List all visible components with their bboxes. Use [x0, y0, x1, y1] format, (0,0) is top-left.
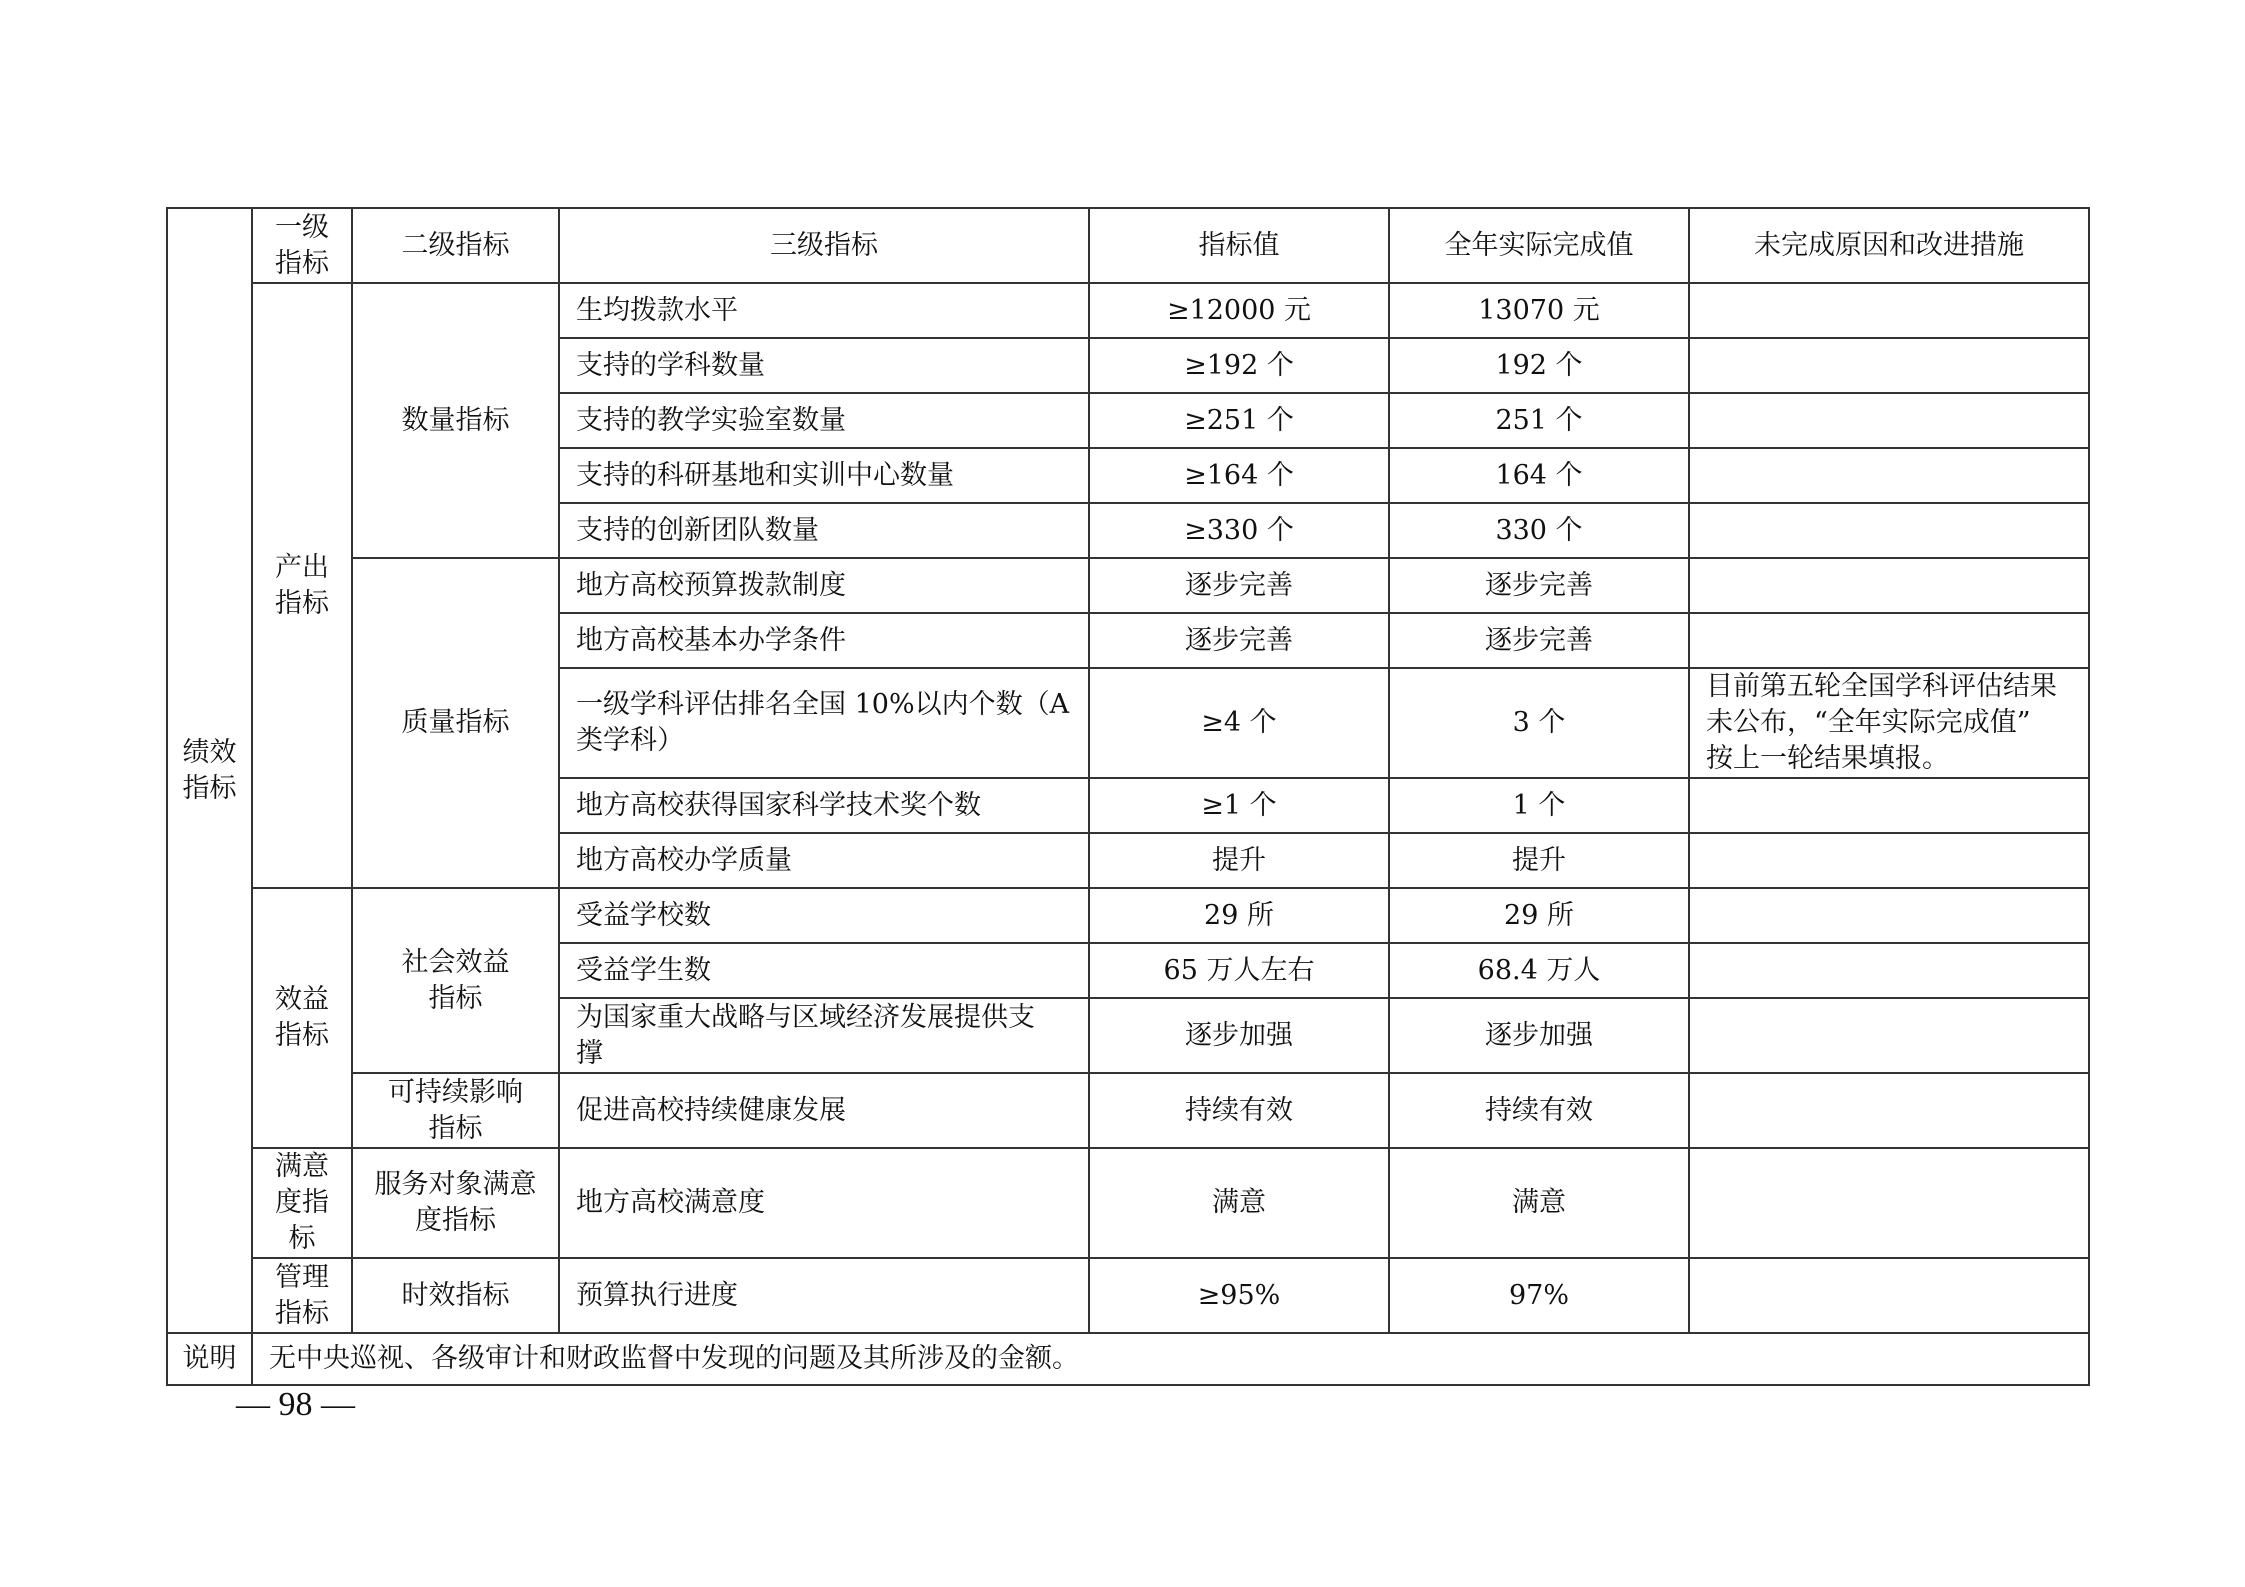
indicator-actual: 13070 元	[1389, 283, 1689, 338]
indicator-actual: 251 个	[1389, 393, 1689, 448]
subgroup-timeliness: 时效指标	[352, 1258, 559, 1333]
indicator-reason	[1689, 943, 2089, 998]
header-actual: 全年实际完成值	[1389, 208, 1689, 283]
indicator-actual: 逐步完善	[1389, 558, 1689, 613]
indicator-actual: 68.4 万人	[1389, 943, 1689, 998]
indicator-name: 支持的创新团队数量	[559, 503, 1089, 558]
indicator-reason	[1689, 833, 2089, 888]
indicator-name: 促进高校持续健康发展	[559, 1073, 1089, 1148]
indicator-name: 支持的教学实验室数量	[559, 393, 1089, 448]
header-reason: 未完成原因和改进措施	[1689, 208, 2089, 283]
indicator-target: ≥192 个	[1089, 338, 1389, 393]
indicator-name: 地方高校预算拨款制度	[559, 558, 1089, 613]
indicator-name: 受益学校数	[559, 888, 1089, 943]
indicator-target: 逐步完善	[1089, 558, 1389, 613]
indicator-target: ≥95%	[1089, 1258, 1389, 1333]
indicator-target: 持续有效	[1089, 1073, 1389, 1148]
indicator-target: 65 万人左右	[1089, 943, 1389, 998]
indicator-name: 受益学生数	[559, 943, 1089, 998]
indicator-name: 地方高校基本办学条件	[559, 613, 1089, 668]
indicator-name: 支持的学科数量	[559, 338, 1089, 393]
indicator-actual: 持续有效	[1389, 1073, 1689, 1148]
group-benefit: 效益 指标	[252, 888, 352, 1148]
indicator-target: ≥251 个	[1089, 393, 1389, 448]
indicator-actual: 满意	[1389, 1148, 1689, 1258]
indicator-reason	[1689, 338, 2089, 393]
indicator-reason	[1689, 283, 2089, 338]
group-satisfaction: 满意 度指 标	[252, 1148, 352, 1258]
indicator-actual: 330 个	[1389, 503, 1689, 558]
indicator-target: 逐步完善	[1089, 613, 1389, 668]
table-row	[167, 1258, 2089, 1333]
indicator-reason	[1689, 558, 2089, 613]
indicator-target: 提升	[1089, 833, 1389, 888]
indicator-reason	[1689, 1148, 2089, 1258]
indicator-reason	[1689, 613, 2089, 668]
subgroup-social: 社会效益 指标	[352, 888, 559, 1073]
indicator-name: 地方高校满意度	[559, 1148, 1089, 1258]
header-target: 指标值	[1089, 208, 1389, 283]
table-row	[167, 558, 2089, 613]
indicator-reason	[1689, 448, 2089, 503]
indicator-reason	[1689, 1073, 2089, 1148]
indicator-reason	[1689, 393, 2089, 448]
indicator-target: ≥164 个	[1089, 448, 1389, 503]
subgroup-quantity: 数量指标	[352, 283, 559, 558]
indicator-actual: 逐步完善	[1389, 613, 1689, 668]
note-label: 说明	[167, 1333, 252, 1385]
header-level1: 一级 指标	[252, 208, 352, 283]
indicator-name: 为国家重大战略与区域经济发展提供支 撑	[559, 998, 1089, 1073]
indicator-target: 29 所	[1089, 888, 1389, 943]
subgroup-sustainable: 可持续影响 指标	[352, 1073, 559, 1148]
performance-indicator-table	[166, 207, 2090, 1386]
note-text: 无中央巡视、各级审计和财政监督中发现的问题及其所涉及的金额。	[252, 1333, 2089, 1385]
header-row	[167, 208, 2089, 283]
table-row	[167, 888, 2089, 943]
header-level2: 二级指标	[352, 208, 559, 283]
indicator-target: 满意	[1089, 1148, 1389, 1258]
group-management: 管理 指标	[252, 1258, 352, 1333]
indicator-actual: 1 个	[1389, 778, 1689, 833]
table-row	[167, 283, 2089, 338]
indicator-name: 地方高校获得国家科学技术奖个数	[559, 778, 1089, 833]
indicator-actual: 29 所	[1389, 888, 1689, 943]
indicator-reason	[1689, 998, 2089, 1073]
indicator-target: 逐步加强	[1089, 998, 1389, 1073]
indicator-name: 预算执行进度	[559, 1258, 1089, 1333]
header-level3: 三级指标	[559, 208, 1089, 283]
indicator-actual: 3 个	[1389, 668, 1689, 778]
table-row	[167, 1073, 2089, 1148]
indicator-actual: 192 个	[1389, 338, 1689, 393]
indicator-name: 生均拨款水平	[559, 283, 1089, 338]
indicator-reason: 目前第五轮全国学科评估结果 未公布，“全年实际完成值” 按上一轮结果填报。	[1689, 668, 2089, 778]
indicator-target: ≥330 个	[1089, 503, 1389, 558]
indicator-reason	[1689, 1258, 2089, 1333]
indicator-actual: 逐步加强	[1389, 998, 1689, 1073]
indicator-name: 一级学科评估排名全国 10%以内个数（A 类学科）	[559, 668, 1089, 778]
indicator-target: ≥1 个	[1089, 778, 1389, 833]
indicator-reason	[1689, 888, 2089, 943]
group-output: 产出 指标	[252, 283, 352, 888]
indicator-target: ≥4 个	[1089, 668, 1389, 778]
indicator-name: 支持的科研基地和实训中心数量	[559, 448, 1089, 503]
indicator-reason	[1689, 503, 2089, 558]
table-row	[167, 1148, 2089, 1258]
note-row	[167, 1333, 2089, 1385]
indicator-name: 地方高校办学质量	[559, 833, 1089, 888]
performance-indicator-label: 绩效 指标	[167, 208, 252, 1333]
subgroup-service: 服务对象满意 度指标	[352, 1148, 559, 1258]
indicator-actual: 164 个	[1389, 448, 1689, 503]
subgroup-quality: 质量指标	[352, 558, 559, 888]
indicator-target: ≥12000 元	[1089, 283, 1389, 338]
indicator-reason	[1689, 778, 2089, 833]
indicator-actual: 提升	[1389, 833, 1689, 888]
page-number: — 98 —	[236, 1386, 355, 1423]
indicator-actual: 97%	[1389, 1258, 1689, 1333]
